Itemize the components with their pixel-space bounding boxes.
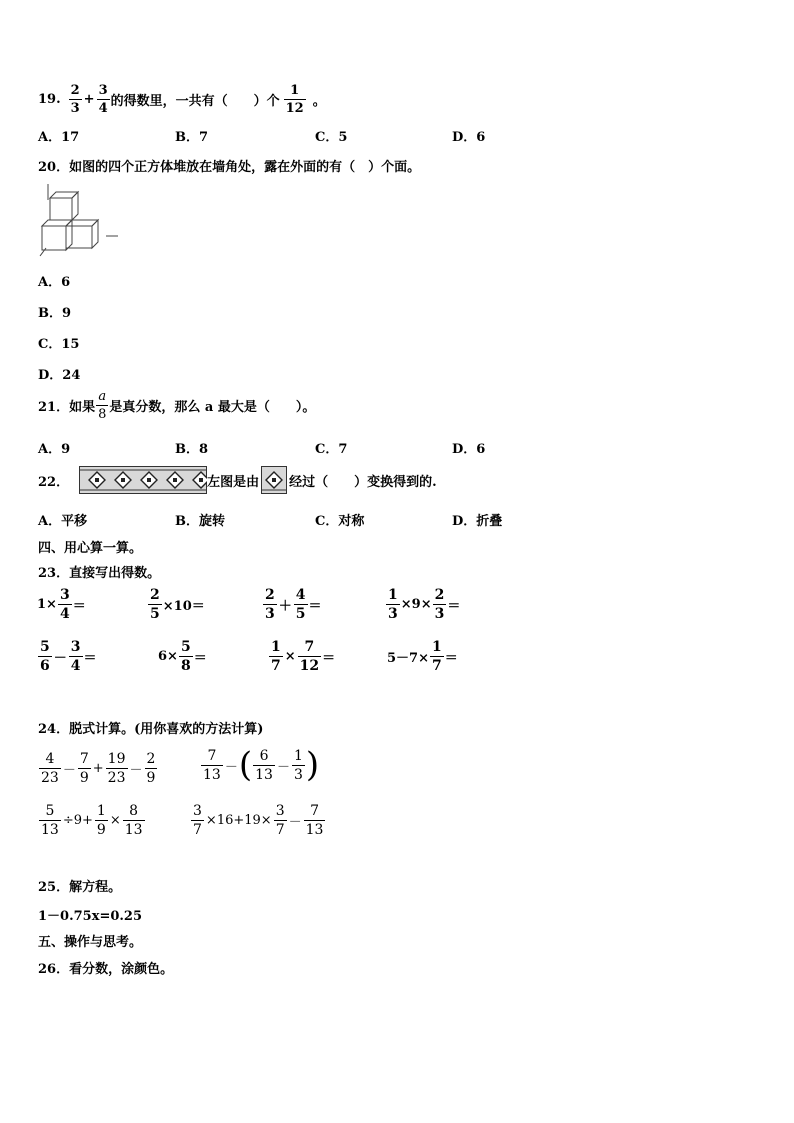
stacked-cubes-figure — [36, 184, 120, 258]
q19-option-c[interactable]: C．5 — [315, 130, 348, 145]
q19-text: 的得数里，一共有（ ）个 — [110, 94, 280, 109]
q23-expr-3: $\frac{2}{3}$ ＋ $\frac{4}{5}$ ＝ — [265, 587, 322, 622]
pattern-unit-image — [261, 466, 287, 494]
q21-fraction: $\frac{a}{8}$ — [98, 389, 107, 422]
q22-option-d[interactable]: D．折叠 — [452, 514, 503, 529]
q19-option-b[interactable]: B．7 — [175, 130, 209, 145]
q23-expr-8: 5－7× $\frac{1}{7}$ ＝ — [387, 639, 458, 674]
q25-equation: 1－0.75x=0.25 — [38, 909, 143, 924]
q25-title: 25．解方程。 — [38, 880, 122, 895]
question-21: 21．如果 $\frac{a}{8}$ 是真分数，那么 a 最大是（ ）。 — [38, 389, 316, 422]
q23-expr-2: $\frac{2}{5}$ ×10＝ — [150, 587, 205, 622]
q24-expr-3: $\frac{5}{13}$ ÷9+ $\frac{1}{9}$ × $\frac{8}{13}$ — [41, 803, 143, 838]
question-22: 22． 左图是由 经过（ ）变换得到的. — [38, 466, 437, 494]
q22-option-c[interactable]: C．对称 — [315, 514, 365, 529]
q23-expr-7: $\frac{1}{7}$ × $\frac{7}{12}$ ＝ — [271, 639, 336, 674]
q19-option-a[interactable]: A．17 — [38, 130, 80, 145]
section-5-heading: 五、操作与思考。 — [38, 935, 143, 950]
q21-option-d[interactable]: D．6 — [452, 442, 486, 457]
q20-option-b[interactable]: B．9 — [38, 306, 72, 321]
q21-option-a[interactable]: A．9 — [38, 442, 71, 457]
q19-fraction-1: $\frac{2}{3}$ — [70, 83, 80, 116]
q23-expr-4: $\frac{1}{3}$ ×9× $\frac{2}{3}$ ＝ — [388, 587, 461, 622]
q26-title: 26．看分数，涂颜色。 — [38, 962, 174, 977]
q23-expr-5: $\frac{5}{6}$ － $\frac{3}{4}$ ＝ — [40, 639, 97, 674]
q24-expr-1: $\frac{4}{23}$ － $\frac{7}{9}$ + $\frac{19}{23}$ － $\frac{2}{9}$ — [41, 751, 156, 786]
q20-option-d[interactable]: D．24 — [38, 368, 81, 383]
q19-fraction-2: $\frac{3}{4}$ — [98, 83, 108, 116]
q20-text: 20．如图的四个正方体堆放在墙角处，露在外面的有（ ）个面。 — [38, 160, 421, 175]
q23-expr-1: 1× $\frac{3}{4}$ ＝ — [37, 587, 86, 622]
q19-fraction-3: $\frac{1}{12}$ — [285, 83, 304, 116]
q21-option-b[interactable]: B．8 — [175, 442, 209, 457]
q24-expr-4: $\frac{3}{7}$ ×16+19× $\frac{3}{7}$ － $\frac{7}{13}$ — [193, 803, 324, 838]
q20-option-c[interactable]: C．15 — [38, 337, 80, 352]
pattern-strip-image — [79, 466, 207, 494]
q19-number: 19. — [38, 92, 61, 107]
question-19: 19. $\frac{2}{3}$ + $\frac{3}{4}$ 的得数里，一共有（ ）个 $\frac{1}{12}$ 。 — [38, 83, 326, 116]
section-4-heading: 四、用心算一算。 — [38, 541, 143, 556]
q24-expr-2: $\frac{7}{13}$ － ( $\frac{6}{13}$ － $\frac{1}{3}$ ) — [203, 745, 320, 785]
q23-title: 23．直接写出得数。 — [38, 566, 161, 581]
q22-option-a[interactable]: A．平移 — [38, 514, 88, 529]
q20-option-a[interactable]: A．6 — [38, 275, 71, 290]
q24-title: 24．脱式计算。(用你喜欢的方法计算) — [38, 722, 264, 737]
q19-option-d[interactable]: D．6 — [452, 130, 486, 145]
q21-option-c[interactable]: C．7 — [315, 442, 348, 457]
q23-expr-6: 6× $\frac{5}{8}$ ＝ — [158, 639, 207, 674]
q22-option-b[interactable]: B．旋转 — [175, 514, 225, 529]
